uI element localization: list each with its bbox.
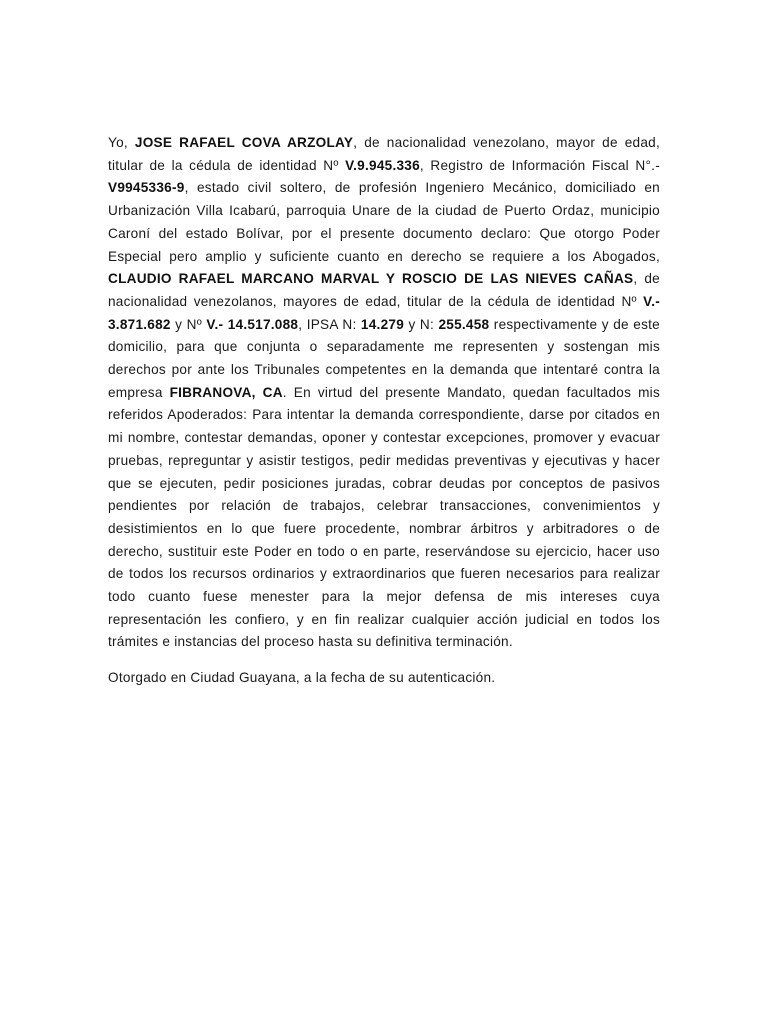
attorney-1-ipsa-number: 14.279 (360, 316, 404, 332)
attorney-2-id-number: V.- 14.517.088 (206, 316, 299, 332)
attorney-names: CLAUDIO RAFAEL MARCANO MARVAL Y ROSCIO DE LAS NIEVES CAÑAS (108, 271, 634, 287)
text-segment: , Registro de Información Fiscal N°.- (419, 157, 660, 173)
text-segment: , IPSA N: (298, 316, 361, 332)
text-segment: . En virtud del presente Mandato, quedan facultados mis referidos Apoderados: Para intentar la demanda correspondiente, darse por citados en mi nombre, contestar demandas, oponer y contestar excepciones, promover y evacuar pruebas, repreguntar y asistir testigos, pedir medidas preventivas y ejecutivas y hacer que se ejecuten, pedir posiciones juradas, cobrar deudas por conceptos de pasivos pendientes por relación de trabajos, celebrar transacciones, convenimientos y desistimientos en lo que fuere procedente, nombrar árbitros y arbitradores o de derecho, sustituir este Poder en todo o en parte, reservándose su ejercicio, hacer uso de todos los recursos ordinarios y extraordinarios que fueren necesarios para realizar todo cuanto fuese menester para la mejor defensa de mis intereses cuya representación les confiero, y en fin realizar cualquier acción judicial en todos los trámites e instancias del proceso hasta su definitiva terminación. (108, 384, 660, 650)
company-name: FIBRANOVA, CA (169, 384, 283, 400)
text-segment: , de nacionalidad venezolanos, mayores de edad, titular de la cédula de identidad Nº (108, 271, 660, 309)
document-body (108, 132, 660, 690)
grantor-id-number: V.9.945.336 (345, 157, 420, 173)
power-of-attorney-paragraph (108, 132, 660, 654)
attorney-2-ipsa-number: 255.458 (438, 316, 490, 332)
closing-paragraph: Otorgado en Ciudad Guayana, a la fecha de su autenticación. (108, 670, 496, 686)
text-segment: , estado civil soltero, de profesión Ingeniero Mecánico, domiciliado en Urbanización Villa Icabarú, parroquia Unare de la ciudad de Puerto Ordaz, municipio Caroní del estado Bolívar, por el presente documento declaro: Que otorgo Poder Especial pero amplio y suficiente cuanto en derecho se requiere a los Abogados, (108, 180, 660, 264)
text-segment: respectivamente y de este domicilio, para que conjunta o separadamente me representen y sostengan mis derechos por ante los Tribunales competentes en la demanda que intentaré contra la empresa (108, 316, 660, 400)
text-segment: Yo, (108, 135, 135, 150)
attorney-1-id-number: V.- 3.871.682 (108, 293, 660, 332)
text-segment: y N: (404, 316, 439, 332)
grantor-rif-number: V9945336-9 (108, 180, 185, 196)
text-segment: y Nº (170, 316, 207, 332)
grantor-name: JOSE RAFAEL COVA ARZOLAY (134, 135, 354, 150)
text-segment: , de nacionalidad venezolano, mayor de edad, titular de la cédula de identidad Nº (108, 135, 661, 173)
